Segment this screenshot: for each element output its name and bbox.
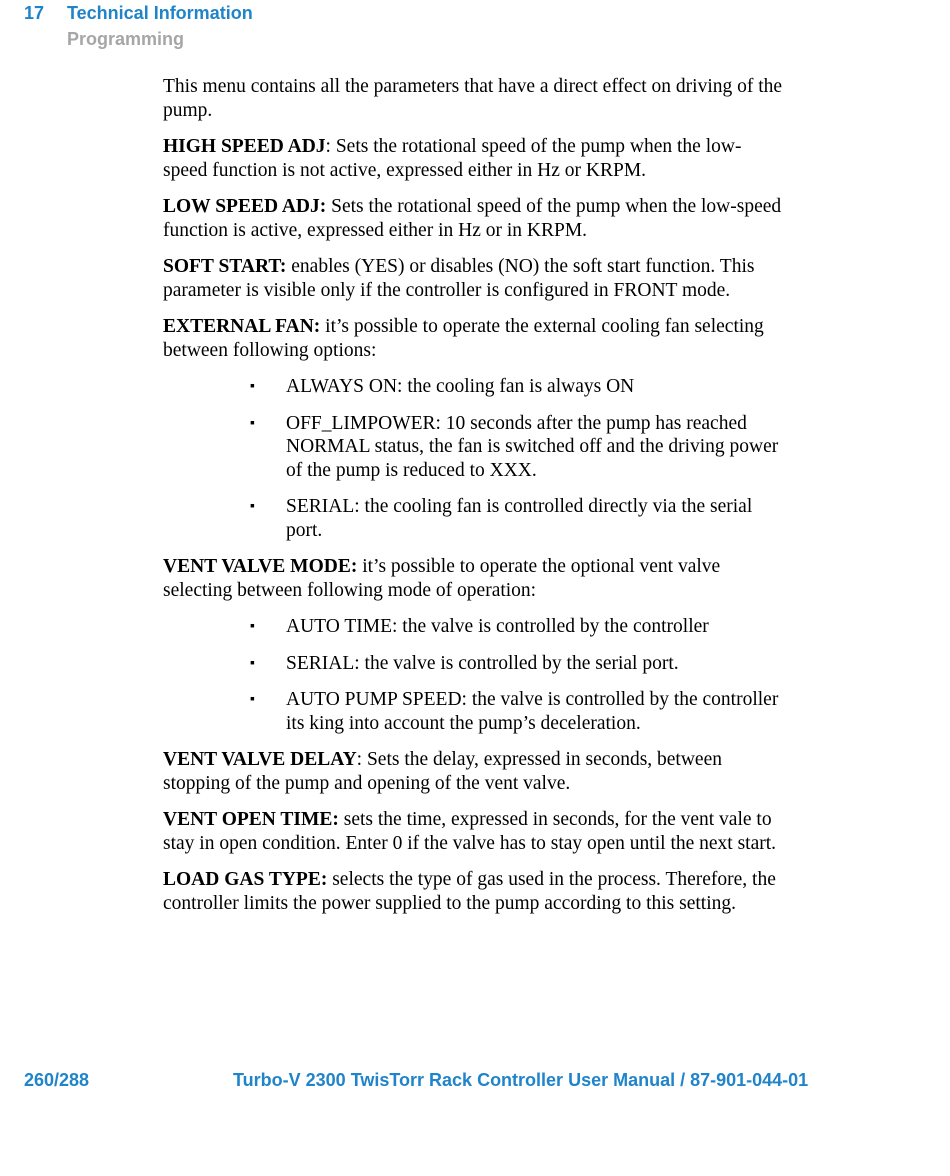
chapter-title: Technical Information bbox=[67, 3, 253, 23]
external-fan-options bbox=[163, 375, 783, 542]
list-item-text: ALWAYS ON: the cooling fan is always ON bbox=[286, 376, 635, 397]
param-term: EXTERNAL FAN: bbox=[163, 316, 321, 337]
document-body bbox=[163, 75, 783, 928]
param-description: Sets the rotational speed of the pump when the low-speed function is active, expressed either in Hz or in KRPM. bbox=[163, 196, 782, 241]
vent-valve-mode-options bbox=[163, 615, 783, 735]
manual-title: Turbo-V 2300 TwisTorr Rack Controller User Manual / 87-901-044-01 bbox=[233, 1070, 809, 1090]
param-soft-start bbox=[163, 255, 783, 302]
list-item bbox=[163, 652, 783, 676]
param-term: SOFT START: bbox=[163, 256, 287, 277]
bullet-icon: ▪ bbox=[250, 692, 255, 707]
param-low-speed-adj bbox=[163, 195, 783, 242]
list-item-text: OFF_LIMPOWER: 10 seconds after the pump has reached NORMAL status, the fan is switched off and the driving power of the pump is reduced to XXX. bbox=[286, 412, 779, 481]
list-item bbox=[163, 688, 783, 735]
param-term: VENT VALVE DELAY bbox=[163, 749, 357, 770]
param-external-fan bbox=[163, 315, 783, 362]
param-description: : Sets the delay, expressed in seconds, between stopping of the pump and opening of the vent valve. bbox=[163, 749, 722, 794]
page-header bbox=[24, 2, 253, 50]
param-vent-valve-delay bbox=[163, 748, 783, 795]
bullet-icon: ▪ bbox=[250, 499, 255, 514]
intro-paragraph: This menu contains all the parameters that have a direct effect on driving of the pump. bbox=[163, 76, 783, 121]
param-term: LOW SPEED ADJ: bbox=[163, 196, 327, 217]
param-description: sets the time, expressed in seconds, for the vent vale to stay in open condition. Enter 0 if the valve has to stay open until the next start. bbox=[163, 809, 777, 854]
list-item-text: SERIAL: the cooling fan is controlled directly via the serial port. bbox=[286, 496, 753, 541]
list-item bbox=[163, 412, 783, 483]
bullet-icon: ▪ bbox=[250, 415, 255, 431]
bullet-icon: ▪ bbox=[250, 379, 255, 394]
list-item bbox=[163, 375, 783, 399]
bullet-icon: ▪ bbox=[250, 619, 255, 634]
param-vent-open-time bbox=[163, 808, 783, 855]
list-item-text: AUTO PUMP SPEED: the valve is controlled by the controller its king into account the pump’s deceleration. bbox=[286, 689, 779, 734]
list-item bbox=[163, 495, 783, 542]
param-load-gas-type bbox=[163, 868, 783, 915]
param-description: selects the type of gas used in the process. Therefore, the controller limits the power supplied to the pump according to this setting. bbox=[163, 869, 776, 914]
section-title: Programming bbox=[67, 29, 185, 49]
param-vent-valve-mode bbox=[163, 555, 783, 602]
bullet-icon: ▪ bbox=[250, 655, 255, 671]
list-item bbox=[163, 615, 783, 639]
list-item-text: SERIAL: the valve is controlled by the serial port. bbox=[286, 652, 679, 674]
param-description: it’s possible to operate the external cooling fan selecting between following options: bbox=[163, 316, 764, 361]
page-number: 260/288 bbox=[24, 1070, 90, 1090]
param-description: : Sets the rotational speed of the pump when the low-speed function is not active, expressed either in Hz or KRPM. bbox=[163, 136, 742, 181]
list-item-text: AUTO TIME: the valve is controlled by the controller bbox=[286, 616, 709, 637]
param-term: HIGH SPEED ADJ bbox=[163, 136, 326, 157]
param-description: enables (YES) or disables (NO) the soft start function. This parameter is visible only if the controller is configured in FRONT mode. bbox=[163, 256, 755, 301]
param-description: it’s possible to operate the optional vent valve selecting between following mode of operation: bbox=[163, 556, 721, 601]
param-term: LOAD GAS TYPE: bbox=[163, 869, 328, 890]
param-term: VENT OPEN TIME: bbox=[163, 809, 339, 830]
param-high-speed-adj bbox=[163, 135, 783, 182]
chapter-number: 17 bbox=[24, 3, 45, 23]
param-term: VENT VALVE MODE: bbox=[163, 556, 358, 577]
